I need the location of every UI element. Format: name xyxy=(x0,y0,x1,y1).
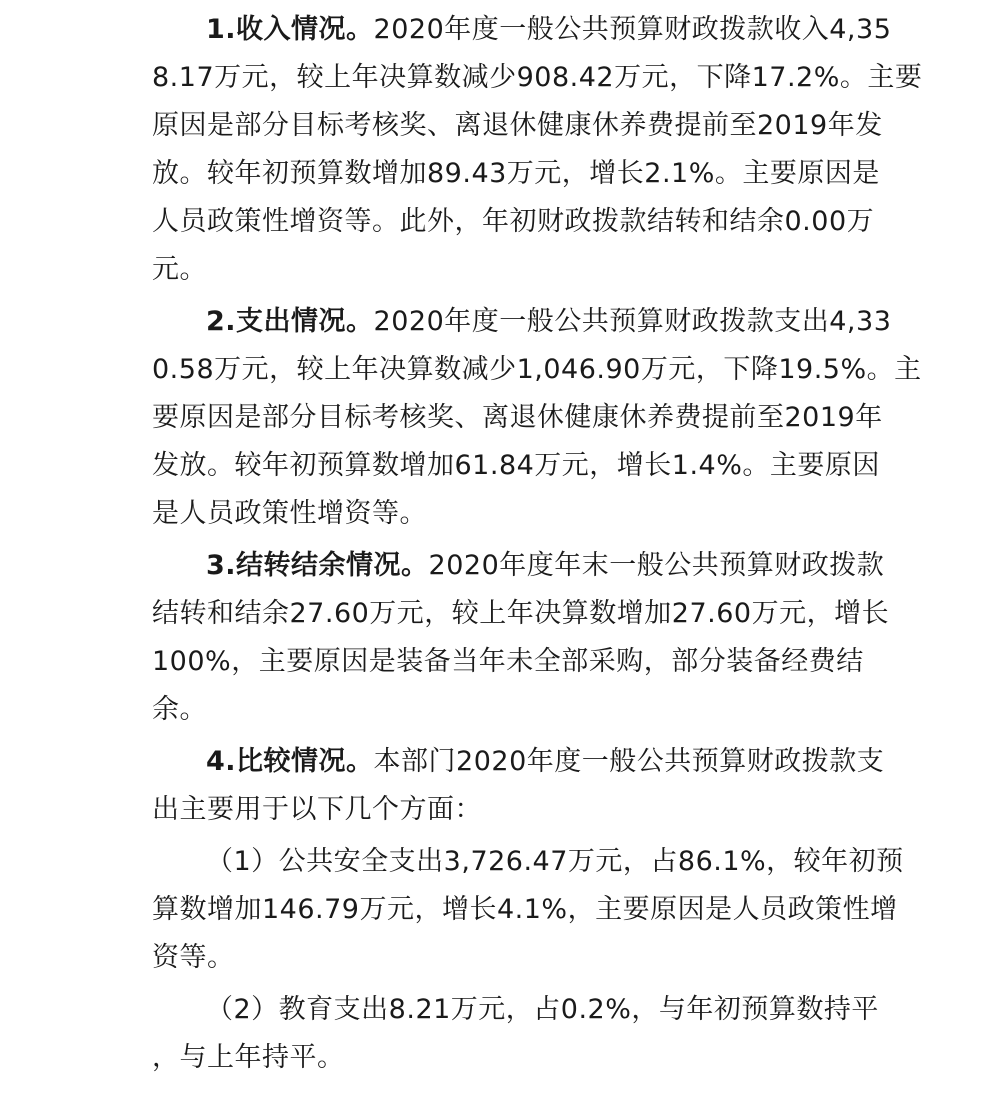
paragraph-line: ，与上年持平。 xyxy=(152,1042,345,1073)
paragraph-line: 原因是部分目标考核奖、离退休健康休养费提前至2019年发 xyxy=(152,110,883,141)
paragraph-line: 出主要用于以下几个方面： xyxy=(152,794,482,825)
section-4-text: 本部门2020年度一般公共预算财政拨款支 xyxy=(373,746,885,777)
section-3-text: 2020年度年末一般公共预算财政拨款 xyxy=(428,550,885,581)
paragraph-line: 0.58万元，较上年决算数减少1,046.90万元，下降19.5%。主 xyxy=(152,354,922,385)
paragraph-line: 余。 xyxy=(152,694,207,725)
list-item-1-line: （1）公共安全支出3,726.47万元，占86.1%，较年初预 xyxy=(206,846,904,877)
section-1-heading: 1.收入情况。 xyxy=(206,14,374,45)
section-1-text: 2020年度一般公共预算财政拨款收入4,35 xyxy=(373,14,892,45)
paragraph-line: 元。 xyxy=(152,254,207,285)
section-2-text: 2020年度一般公共预算财政拨款支出4,33 xyxy=(373,306,892,337)
paragraph-line: 算数增加146.79万元，增长4.1%，主要原因是人员政策性增 xyxy=(152,894,898,925)
paragraph-line: 100%，主要原因是装备当年未全部采购，部分装备经费结 xyxy=(152,646,864,677)
list-item-2-line: （2）教育支出8.21万元，占0.2%，与年初预算数持平 xyxy=(206,994,879,1025)
section-4-line-1 xyxy=(206,742,884,782)
paragraph-line: 资等。 xyxy=(152,942,235,973)
section-4-heading: 4.比较情况。 xyxy=(206,746,374,777)
paragraph-line: 是人员政策性增资等。 xyxy=(152,498,427,529)
section-1-line-1 xyxy=(206,10,891,50)
section-3-line-1 xyxy=(206,546,884,586)
paragraph-line: 8.17万元，较上年决算数减少908.42万元，下降17.2%。主要 xyxy=(152,62,923,93)
paragraph-line: 要原因是部分目标考核奖、离退休健康休养费提前至2019年 xyxy=(152,402,883,433)
paragraph-line: 结转和结余27.60万元，较上年决算数增加27.60万元，增长 xyxy=(152,598,890,629)
paragraph-line: 人员政策性增资等。此外，年初财政拨款结转和结余0.00万 xyxy=(152,206,875,237)
section-3-heading: 3.结转结余情况。 xyxy=(206,550,429,581)
section-2-heading: 2.支出情况。 xyxy=(206,306,374,337)
paragraph-line: 放。较年初预算数增加89.43万元，增长2.1%。主要原因是 xyxy=(152,158,880,189)
paragraph-line: 发放。较年初预算数增加61.84万元，增长1.4%。主要原因 xyxy=(152,450,880,481)
section-2-line-1 xyxy=(206,302,891,342)
